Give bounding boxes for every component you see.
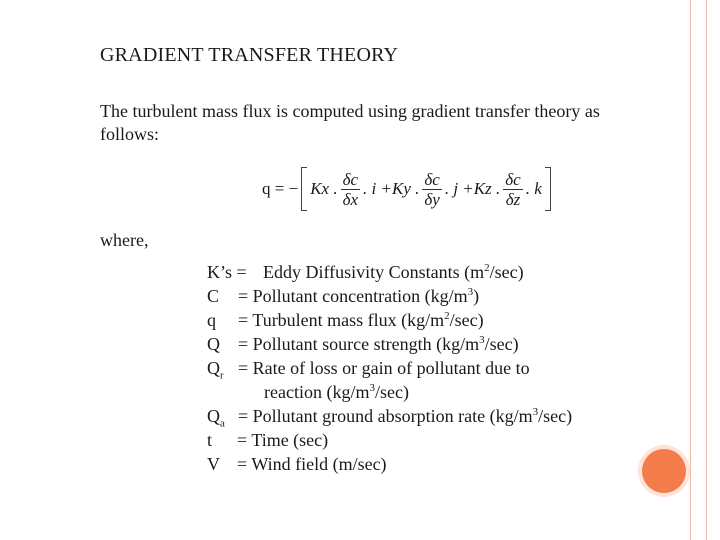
intro-text: The turbulent mass flux is computed using gradient transfer theory as follows: [100,101,600,144]
decorative-circle [642,449,686,493]
term3-denominator: δz [505,189,521,209]
definition-text: = Wind field (m/sec) [237,454,387,474]
definition-symbol: Q [207,334,220,354]
definition-text: = Pollutant concentration $(kg/m^3)$ [238,286,480,306]
term2-coefficient: Ky . [391,179,420,198]
equation-right-bracket [545,167,551,211]
frame-line-left [690,0,691,540]
definition-text: reaction $(kg/m^3/\sec)$ [264,382,409,402]
definition-symbol: t [207,430,213,450]
definition-symbol: q [207,310,216,330]
term3-coefficient: Kz . [473,179,501,198]
frame-line-right [706,0,707,540]
definition-text: = Turbulent mass flux $(kg/m^2/\sec)$ [238,310,484,330]
flux-equation [262,166,554,212]
term2-fraction [422,170,441,209]
where-label: where, [100,230,149,250]
definition-text: = Pollutant ground absorption rate $(kg/m^3/\sec)$ [238,406,573,426]
term1-coefficient: Kx . [310,179,338,198]
term2-denominator: δy [424,189,440,209]
definition-symbol: $Q_a$ [207,406,225,430]
equation-lhs: q = − [262,179,299,198]
term1-fraction [341,170,360,209]
definition-symbol: C [207,286,220,306]
slide-title: GRADIENT TRANSFER THEORY [100,44,399,66]
definition-text: = Pollutant source strength $(kg/m^3/\sec)$ [238,334,519,354]
definition-symbol: V [207,454,220,474]
term1-vector: . i + [363,179,392,198]
definition-text: = Time (sec) [237,430,329,450]
definition-symbol: $Q_r$ [207,358,224,382]
term2-vector: . j + [444,179,474,198]
definition-text: Eddy Diffusivity Constants $(m^2/\sec)$ [263,262,524,282]
definition-symbol: K’s = [207,262,247,282]
definition-text: = Rate of loss or gain of pollutant due to [238,358,530,378]
term2-numerator: δc [424,169,440,189]
term3-numerator: δc [505,169,521,189]
term3-vector: . k [525,179,542,198]
equation-left-bracket [301,167,307,211]
term1-denominator: δx [342,189,359,209]
term3-fraction [503,170,522,209]
term1-numerator: δc [342,169,359,189]
